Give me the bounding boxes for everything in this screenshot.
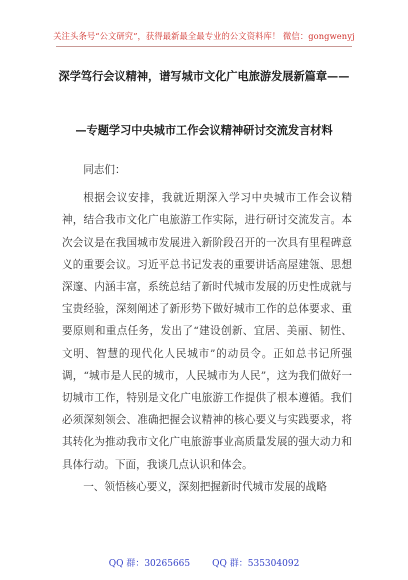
- footer-qq-group-right: QQ 群：535304092: [212, 559, 300, 569]
- document-body: [62, 159, 352, 498]
- body-paragraph-intro: 根据会议安排，我就近期深入学习中央城市工作会议精神，结合我市文化广电旅游工作实际，进行研讨交流发言。本次会议是在我国城市发展进入新阶段召开的一次具有里程碑意义的重要会议。习近平总书记发表的重要讲话高屋建瓴、思想深邃、内涵丰富，系统总结了新时代城市发展的历史性成就与宝贵经验，深刻阐述了新形势下做好城市工作的总体要求、重要原则和重点任务，发出了“建设创新、宜居、美丽、韧性、文明、智慧的现代化人民城市”的动员令。正如总书记所强调，“城市是人民的城市，人民城市为人民”，这为我们做好一切城市工作，特别是文化广电旅游工作提供了根本遵循。我们必须深刻领会、准确把握会议精神的核心要义与实践要求，将其转化为推动我市文化广电旅游事业高质量发展的强大动力和具体行动。下面，我谈几点认识和体会。: [62, 192, 352, 471]
- footer-qq-group-left: QQ 群：30265665: [108, 559, 191, 569]
- document-title: 深学笃行会议精神，谱写城市文化广电旅游发展新篇章——: [58, 69, 350, 83]
- document-subtitle: —专题学习中央城市工作会议精神研讨交流发言材料: [75, 123, 333, 137]
- header-banner: 关注头条号“公文研究”，获得最新最全最专业的公文资料库！ 微信：gongwenyj: [53, 31, 355, 41]
- footer-contact: [0, 556, 408, 569]
- header-divider: [56, 46, 352, 47]
- salutation: 同志们：: [83, 164, 126, 176]
- body-paragraph-section-heading: 一、领悟核心要义，深刻把握新时代城市发展的战略: [83, 480, 327, 493]
